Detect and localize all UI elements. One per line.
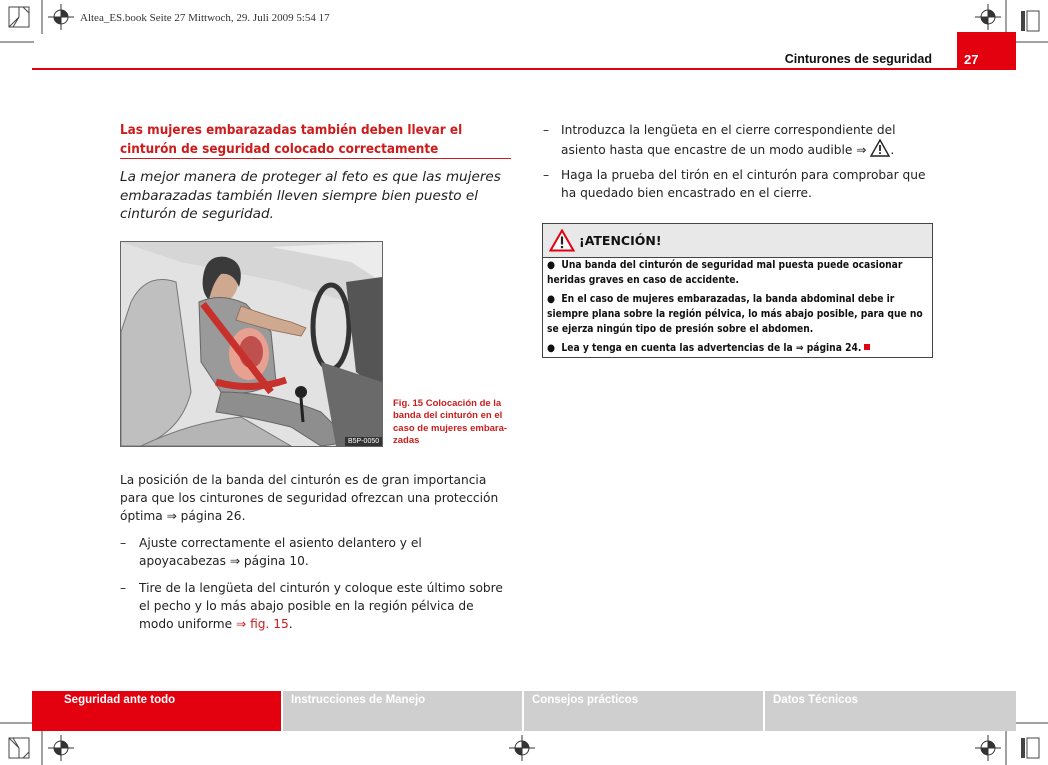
step-insert-tongue-text: Introduzca la lengüeta en el cierre correspondiente del asiento hasta que encastre de un modo audible ⇒	[561, 123, 896, 157]
step-pull-belt-text: Tire de la lengüeta del cinturón y coloque este último sobre el pecho y lo más abajo posible en la región pélvica de modo uniforme	[139, 581, 503, 631]
crosshair-bottom-left	[48, 735, 74, 761]
step-pull-belt	[139, 579, 509, 633]
warning-title: ¡ATENCIÓN!	[579, 233, 662, 248]
footer-tab-technical-data[interactable]: Datos Técnicos	[765, 691, 1016, 731]
step-adjust-seat	[139, 534, 509, 570]
step-dash: –	[120, 536, 127, 550]
footer-tab-tips[interactable]: Consejos prácticos	[524, 691, 763, 731]
bullet-icon: ●	[547, 343, 555, 354]
page-26-reference[interactable]: ⇒ página 26.	[166, 509, 246, 523]
end-of-section-icon	[864, 344, 870, 350]
footer-tab-operation[interactable]: Instrucciones de Manejo	[283, 691, 522, 731]
step-dash: –	[543, 123, 550, 137]
figure-caption: Fig. 15 Colocación de la banda del cinturón en el caso de mujeres embara-zadas	[393, 398, 508, 447]
warning-item	[547, 258, 931, 288]
heading-rule	[120, 158, 511, 159]
bullet-icon: ●	[547, 294, 555, 305]
warning-triangle-icon[interactable]	[870, 139, 890, 157]
step-adjust-seat-text: Ajuste correctamente el asiento delantero y el apoyacabezas	[139, 536, 422, 568]
fig-15-reference[interactable]: ⇒ fig. 15	[236, 617, 289, 631]
warning-item	[547, 292, 931, 338]
step-tug-test: Haga la prueba del tirón en el cinturón para comprobar que ha quedado bien encastrado en el cierre.	[561, 168, 926, 200]
warning-triangle-icon	[549, 229, 575, 252]
page-10-reference[interactable]: ⇒ página 10.	[229, 554, 309, 568]
crosshair-bottom-center	[509, 735, 535, 761]
crosshair-top-left	[48, 4, 74, 30]
footer-tab-safety[interactable]: Seguridad ante todo	[32, 691, 281, 731]
article-heading: Las mujeres embarazadas también deben llevar el cinturón de seguridad colocado correctamente	[120, 123, 463, 157]
pregnant-woman-seatbelt-illustration	[121, 242, 382, 446]
warning-item-text: En el caso de mujeres embarazadas, la banda abdominal debe ir siempre plana sobre la región pélvica, lo más abajo posible, para que no se ejerza ningún tipo de presión sobre el abdomen.	[547, 294, 923, 336]
figure-illustration	[120, 241, 383, 447]
step-dash: –	[120, 581, 127, 595]
body-paragraph-text: La posición de la banda del cinturón es de gran importancia para que los cinturones de seguridad ofrezcan una protección óptima	[120, 473, 499, 523]
warning-box	[542, 223, 933, 358]
figure-code: B5P-0050	[345, 437, 382, 446]
bullet-icon: ●	[547, 260, 555, 271]
registration-mark-top-right	[1020, 10, 1040, 32]
warning-item	[547, 341, 931, 356]
lead-paragraph: La mejor manera de proteger al feto es que las mujeres embarazadas también lleven siempre bien puesto el cinturón de seguridad.	[120, 169, 501, 222]
period: .	[288, 617, 293, 631]
header-rule	[32, 68, 1016, 70]
print-slug: Altea_ES.book Seite 27 Mittwoch, 29. Juli 2009 5:54 17	[80, 12, 330, 24]
step-dash: –	[543, 168, 550, 182]
body-paragraph	[120, 471, 505, 525]
page-number: 27	[957, 32, 1016, 70]
registration-mark-bottom-right	[1020, 737, 1040, 759]
step-insert-tongue	[561, 121, 936, 159]
warning-item-text[interactable]: Lea y tenga en cuenta las advertencias de la ⇒ página 24.	[561, 343, 862, 354]
section-title: Cinturones de seguridad	[784, 52, 932, 66]
warning-item-text: Una banda del cinturón de seguridad mal puesta puede ocasionar heridas graves en caso de accidente.	[547, 260, 903, 287]
warning-header	[543, 224, 932, 258]
period: .	[890, 143, 895, 157]
